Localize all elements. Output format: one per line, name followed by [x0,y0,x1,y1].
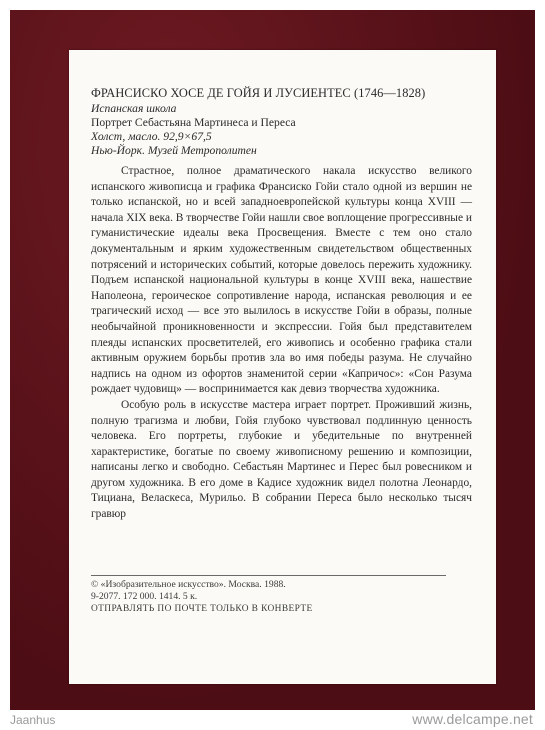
description-paragraph-2: Особую роль в искусстве мастера играет портрет. Проживший жизнь, полную трагизма и любви, Гойя глубоко чувствовал подлинную ценность человека. Его портреты, глубокие и убедительные по внутренней характеристике, богатые по своему живописному решению и композиции, написаны легко и свободно. Себастьян Мартинес и Перес был ровесником и другом художника. В его доме в Кадисе художник видел полотна Леонардо, Тициана, Веласкеса, Мурильо. В собрании Переса было несколько тысяч гравюр [91,398,472,521]
medium-dimensions: Холст, масло. 92,9×67,5 [91,130,212,143]
artist-title: ФРАНСИСКО ХОСЕ ДЕ ГОЙЯ И ЛУСИЕНТЕС (1746—1828) [91,86,426,100]
portrait-name: Портрет Себастьяна Мартинеса и Переса [91,116,296,129]
postcard-card [69,50,496,684]
description-paragraph-1: Страстное, полное драматического накала искусство великого испанского живописца и графика Франсиско Гойи стало одной из вершин не только испанской, но и всей западноевропейской культуры конца XVIII — начала XIX века. В творчестве Гойи нашли свое воплощение прогрессивные и гуманистические идеалы века Просвещения. Вместе с тем оно стало документальным и ярким художественным свидетельством общественных потрясений и исторических событий, которые довелось пережить художнику. Подъем испанской национальной культуры в конце XVIII века, нашествие Наполеона, героическое сопротивление народа, испанская революция и ее трагический исход — все это вылилось в искусстве Гойи в образы, полные необычайной проникновенности и экспрессии. Гойя был представителем плеяды испанских просветителей, его живопись и особенно графика стали активным оружием борьбы против зла во имя победы разума. Не случайно надпись на одном из офортов знаменитой серии «Капричос»: «Сон Разума рождает чудовищ» — воспринимается как девиз творчества художника. [91,165,472,396]
card-header [91,86,481,158]
imprint-divider [91,575,446,576]
postal-notice: ОТПРАВЛЯТЬ ПО ПОЧТЕ ТОЛЬКО В КОНВЕРТЕ [91,604,313,614]
seller-watermark: Jaanhus [10,713,56,727]
description-text [91,164,472,523]
site-watermark: www.delcampe.net [412,711,533,727]
publisher-imprint [91,579,471,603]
imprint-line-1: © «Изобразительное искусство». Москва. 1988. [91,579,286,590]
museum-location: Нью-Йорк. Музей Метрополитен [91,144,257,157]
imprint-line-2: 9-2077. 172 000. 1414. 5 к. [91,591,198,602]
art-school: Испанская школа [91,102,177,115]
